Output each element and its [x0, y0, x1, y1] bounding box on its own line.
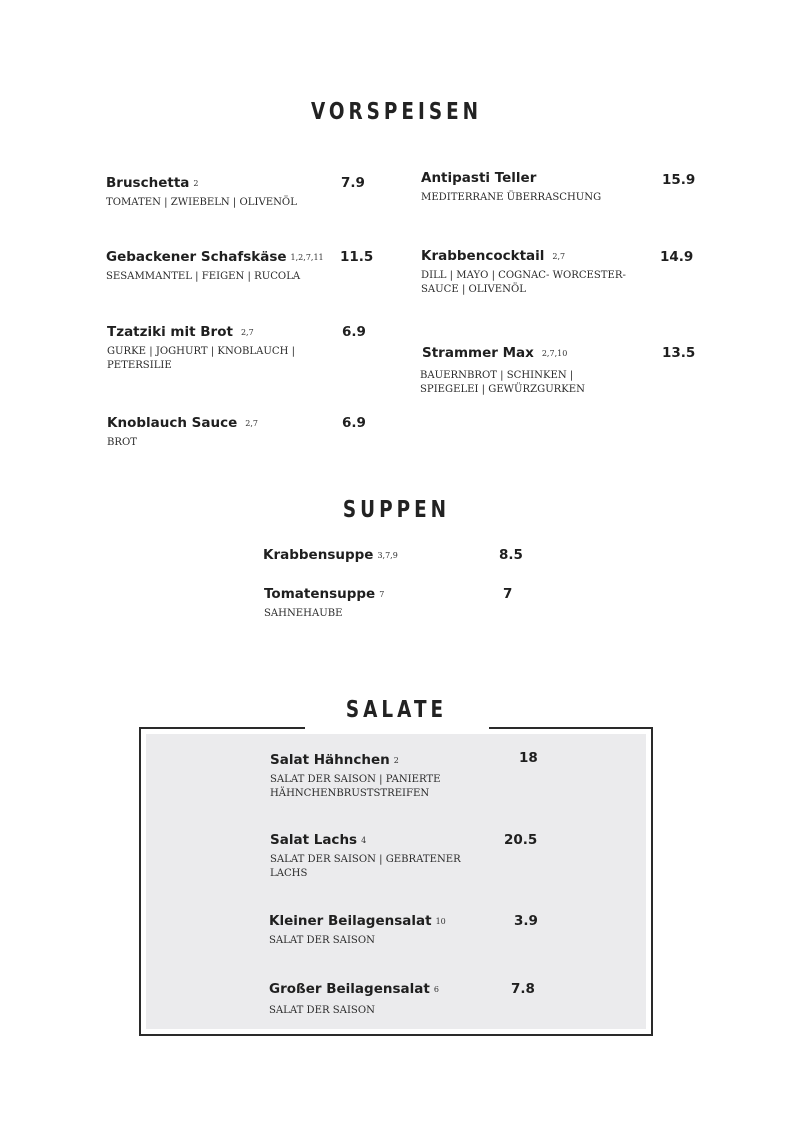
item-name: Kleiner Beilagensalat — [269, 913, 432, 929]
salate-title-gap — [305, 722, 489, 732]
item-price: 18 — [519, 750, 538, 766]
menu-item-kleiner-beilagensalat — [269, 913, 446, 947]
item-price: 15.9 — [662, 172, 696, 188]
menu-item-krabbencocktail — [421, 248, 634, 296]
allergen-codes: 3,7,9 — [377, 551, 398, 560]
item-name: Salat Hähnchen — [270, 752, 390, 768]
section-title-salate: SALATE — [345, 697, 448, 723]
item-description — [270, 772, 441, 800]
item-description-line: DILL | MAYO | COGNAC- WORCESTER- — [421, 269, 626, 281]
item-price: 6.9 — [342, 324, 366, 340]
item-name: Gebackener Schafskäse — [106, 249, 287, 265]
allergen-codes: 2,7 — [552, 252, 566, 261]
menu-item-grosser-beilagensalat — [269, 981, 439, 1017]
item-price: 7.8 — [511, 981, 535, 997]
item-price: 7.9 — [341, 175, 365, 191]
allergen-codes: 1,2,7,11 — [290, 253, 324, 262]
item-price: 7 — [503, 586, 513, 602]
section-title-vorspeisen: VORSPEISEN — [310, 99, 483, 125]
allergen-codes: 2,7 — [245, 419, 259, 428]
item-description-line: BAUERNBROT | SCHINKEN | — [420, 369, 574, 381]
section-title-suppen: SUPPEN — [342, 497, 451, 523]
item-name: Tzatziki mit Brot — [107, 324, 233, 340]
item-description-line: SPIEGELEI | GEWÜRZGURKEN — [420, 383, 585, 395]
allergen-codes: 2,7 — [240, 328, 254, 337]
allergen-codes: 2 — [393, 756, 399, 765]
item-description: TOMATEN | ZWIEBELN | OLIVENÖL — [106, 196, 297, 208]
menu-item-tzatziki-mit-brot — [107, 324, 303, 372]
item-price: 20.5 — [504, 832, 538, 848]
item-description — [420, 368, 585, 396]
menu-item-bruschetta — [106, 175, 305, 209]
item-description: SALAT DER SAISON — [269, 1004, 375, 1016]
allergen-codes: 7 — [379, 590, 385, 599]
item-name: Krabbencocktail — [421, 248, 545, 264]
allergen-codes: 2,7,10 — [541, 349, 568, 358]
item-description — [107, 344, 295, 372]
item-price: 8.5 — [499, 547, 523, 563]
item-description-line: SALAT DER SAISON | PANIERTE — [270, 773, 441, 785]
menu-item-salat-lachs — [270, 832, 469, 880]
item-price: 11.5 — [340, 249, 374, 265]
menu-item-knoblauch-sauce — [107, 415, 258, 449]
item-description-line: HÄHNCHENBRUSTSTREIFEN — [270, 787, 430, 799]
menu-item-strammer-max — [420, 345, 592, 396]
item-description: MEDITERRANE ÜBERRASCHUNG — [421, 191, 602, 203]
menu-item-gebackener-schafskaese — [106, 249, 324, 283]
menu-item-antipasti-teller — [421, 170, 609, 204]
item-description-line: SALAT DER SAISON | GEBRATENER — [270, 853, 461, 865]
item-description-line: LACHS — [270, 867, 308, 879]
item-description — [421, 268, 626, 296]
item-name: Krabbensuppe — [263, 547, 374, 563]
item-description: BROT — [107, 436, 137, 448]
item-name: Tomatensuppe — [264, 586, 376, 602]
item-description-line: PETERSILIE — [107, 359, 172, 371]
allergen-codes: 2 — [193, 179, 199, 188]
item-name: Knoblauch Sauce — [107, 415, 238, 431]
item-name: Bruschetta — [106, 175, 190, 191]
allergen-codes: 6 — [433, 985, 439, 994]
item-price: 3.9 — [514, 913, 538, 929]
menu-item-krabbensuppe — [263, 547, 398, 563]
menu-item-tomatensuppe — [264, 586, 384, 620]
item-description: SALAT DER SAISON — [269, 934, 375, 946]
item-description: SESAMMANTEL | FEIGEN | RUCOLA — [106, 270, 301, 282]
item-description-line: GURKE | JOGHURT | KNOBLAUCH | — [107, 345, 296, 357]
item-description — [270, 852, 461, 880]
item-name: Antipasti Teller — [421, 170, 537, 186]
allergen-codes: 4 — [361, 836, 367, 845]
allergen-codes: 10 — [435, 917, 446, 926]
item-name: Strammer Max — [422, 345, 534, 361]
item-price: 14.9 — [660, 249, 694, 265]
item-name: Salat Lachs — [270, 832, 358, 848]
item-price: 13.5 — [662, 345, 696, 361]
item-name: Großer Beilagensalat — [269, 981, 430, 997]
item-description: SAHNEHAUBE — [264, 607, 343, 619]
item-description-line: SAUCE | OLIVENÖL — [421, 283, 526, 295]
menu-item-salat-haehnchen — [270, 752, 448, 800]
item-price: 6.9 — [342, 415, 366, 431]
